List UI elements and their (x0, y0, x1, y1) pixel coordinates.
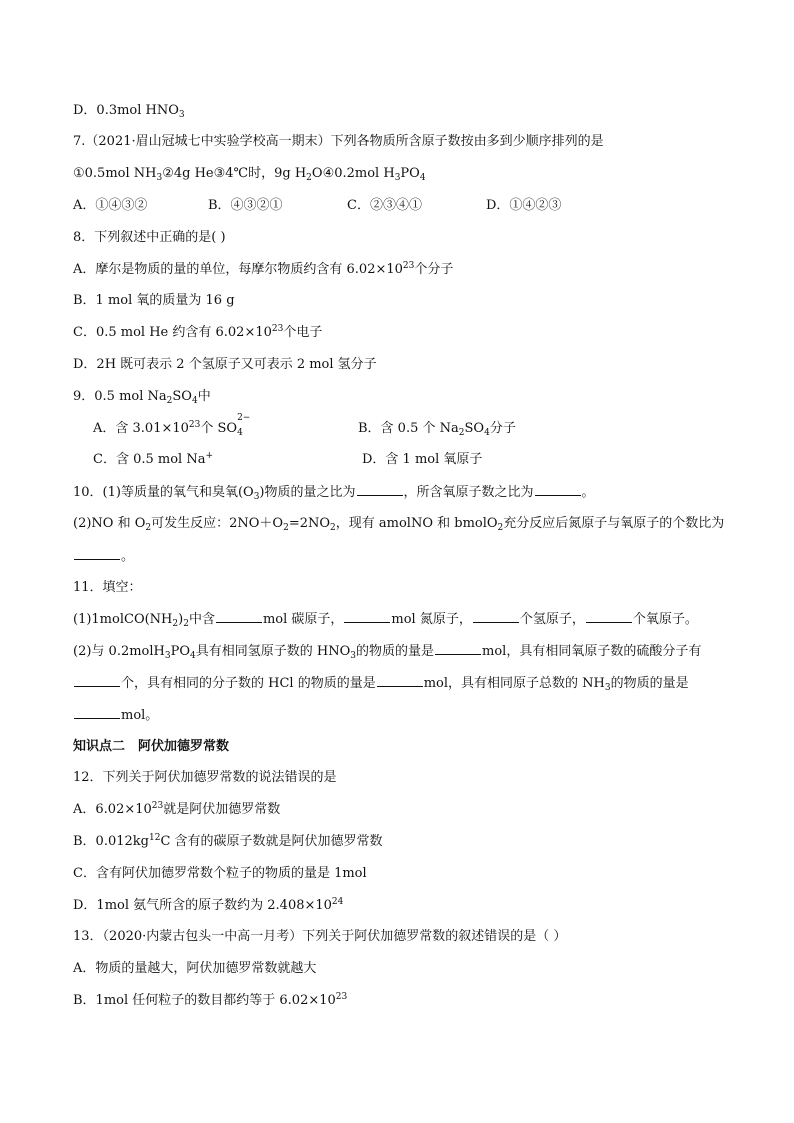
answer-blank[interactable] (74, 547, 120, 560)
answer-blank[interactable] (357, 483, 403, 496)
q12-option-d: D．1mol 氨气所含的原子数约为 $2.408\times 10^{24}$ (73, 897, 344, 913)
q9-option-d: D．含 1 mol 氧原子 (362, 452, 483, 467)
q7-option-d: D．①④②③ (486, 198, 562, 213)
q7-stem: 7.（2021·眉山冠城七中实验学校高一期末）下列各物质所含原子数按由多到少顺序排列的是 (73, 134, 604, 149)
q11-part1: $(1)1molCO(NH_2)_2$中含 mol 碳原子， mol 氮原子， 个氢原子， 个氧原子。 (73, 612, 698, 629)
q9-stem: 9．0.5 mol $Na_2SO_4$中 (73, 389, 211, 406)
q6-option-d: D．0.3mol $HNO_3$ (73, 103, 185, 120)
section-heading: 知识点二 阿伏加德罗常数 (73, 739, 230, 754)
q8-option-c: C．0.5 mol He 约含有 $6.02\times 10^{23}$个电子 (73, 324, 323, 340)
q7-items: ①0.5mol $NH_3②4g$ He③4℃时，9g $H_2O④0.2mol$ $H_3PO_4$ (73, 166, 426, 183)
answer-blank[interactable] (586, 610, 632, 623)
q10-part1: 10．(1)等质量的氧气和臭氧$(O_3)$物质的量之比为 ，所含氧原子数之比为 。 (73, 485, 595, 502)
q12-option-b: B．$0.012kg^{12}C$ 含有的碳原子数就是阿伏加德罗常数 (73, 833, 383, 849)
answer-blank[interactable] (74, 706, 120, 719)
q9-option-c: C．含 0.5 mol Na+ (93, 451, 214, 467)
q9-option-a: A．含 $3.01\times 10^{23}$个 $SO_4$ 2− (93, 413, 251, 438)
answer-blank[interactable] (377, 674, 423, 687)
answer-blank[interactable] (535, 483, 581, 496)
answer-blank[interactable] (74, 674, 120, 687)
q10-part2-end: 。 (73, 547, 134, 566)
q12-option-a: A．$6.02\times 10^{23}$就是阿伏加德罗常数 (73, 801, 281, 817)
q13-option-b: B．1mol 任何粒子的数目都约等于 $6.02\times 10^{23}$ (73, 992, 348, 1008)
q8-stem: 8．下列叙述中正确的是( ) (73, 230, 226, 245)
q11-stem: 11．填空： (73, 580, 142, 595)
q8-option-a: A．摩尔是物质的量的单位，每摩尔物质约含有 $6.02\times 10^{23}$个分子 (73, 261, 454, 277)
q7-option-b: B．④③②① (208, 198, 283, 213)
q12-option-c: C．含有阿伏加德罗常数个粒子的物质的量是 1mol (73, 866, 367, 881)
q7-option-a: A．①④③② (73, 198, 148, 213)
q9-option-b: B．含 0.5 个 $Na_2SO_4$分子 (358, 421, 516, 438)
q11-part2-cont: 个，具有相同的分子数的 HCl 的物质的量是 mol，具有相同原子总数的 $NH_3$的物质的量是 (73, 674, 689, 693)
answer-blank[interactable] (435, 642, 481, 655)
q11-part2-end: mol。 (73, 706, 158, 725)
answer-blank[interactable] (344, 610, 390, 623)
q7-option-c: C．②③④① (347, 198, 422, 213)
q13-option-a: A．物质的量越大，阿伏加德罗常数就越大 (73, 961, 317, 976)
q13-stem: 13．（2020·内蒙古包头一中高一月考）下列关于阿伏加德罗常数的叙述错误的是（ ） (73, 929, 567, 944)
q12-stem: 12．下列关于阿伏加德罗常数的说法错误的是 (73, 770, 337, 785)
q8-option-d: D．2H 既可表示 2 个氢原子又可表示 2 mol 氢分子 (73, 357, 377, 372)
q10-part2: (2)NO 和 $O_2$可发生反应：$2NO+O_2=2NO_2$，现有 amolNO 和 bmolO$_2$充分反应后氮原子与氧原子的个数比为 (73, 516, 725, 533)
answer-blank[interactable] (473, 610, 519, 623)
q8-option-b: B．1 mol 氧的质量为 16 g (73, 293, 235, 308)
q11-part2: (2)与 $0.2molH_3PO_4$具有相同氢原子数的 $HNO_3$的物质的量是 mol，具有相同氧原子数的硫酸分子有 (73, 644, 702, 661)
answer-blank[interactable] (216, 610, 262, 623)
